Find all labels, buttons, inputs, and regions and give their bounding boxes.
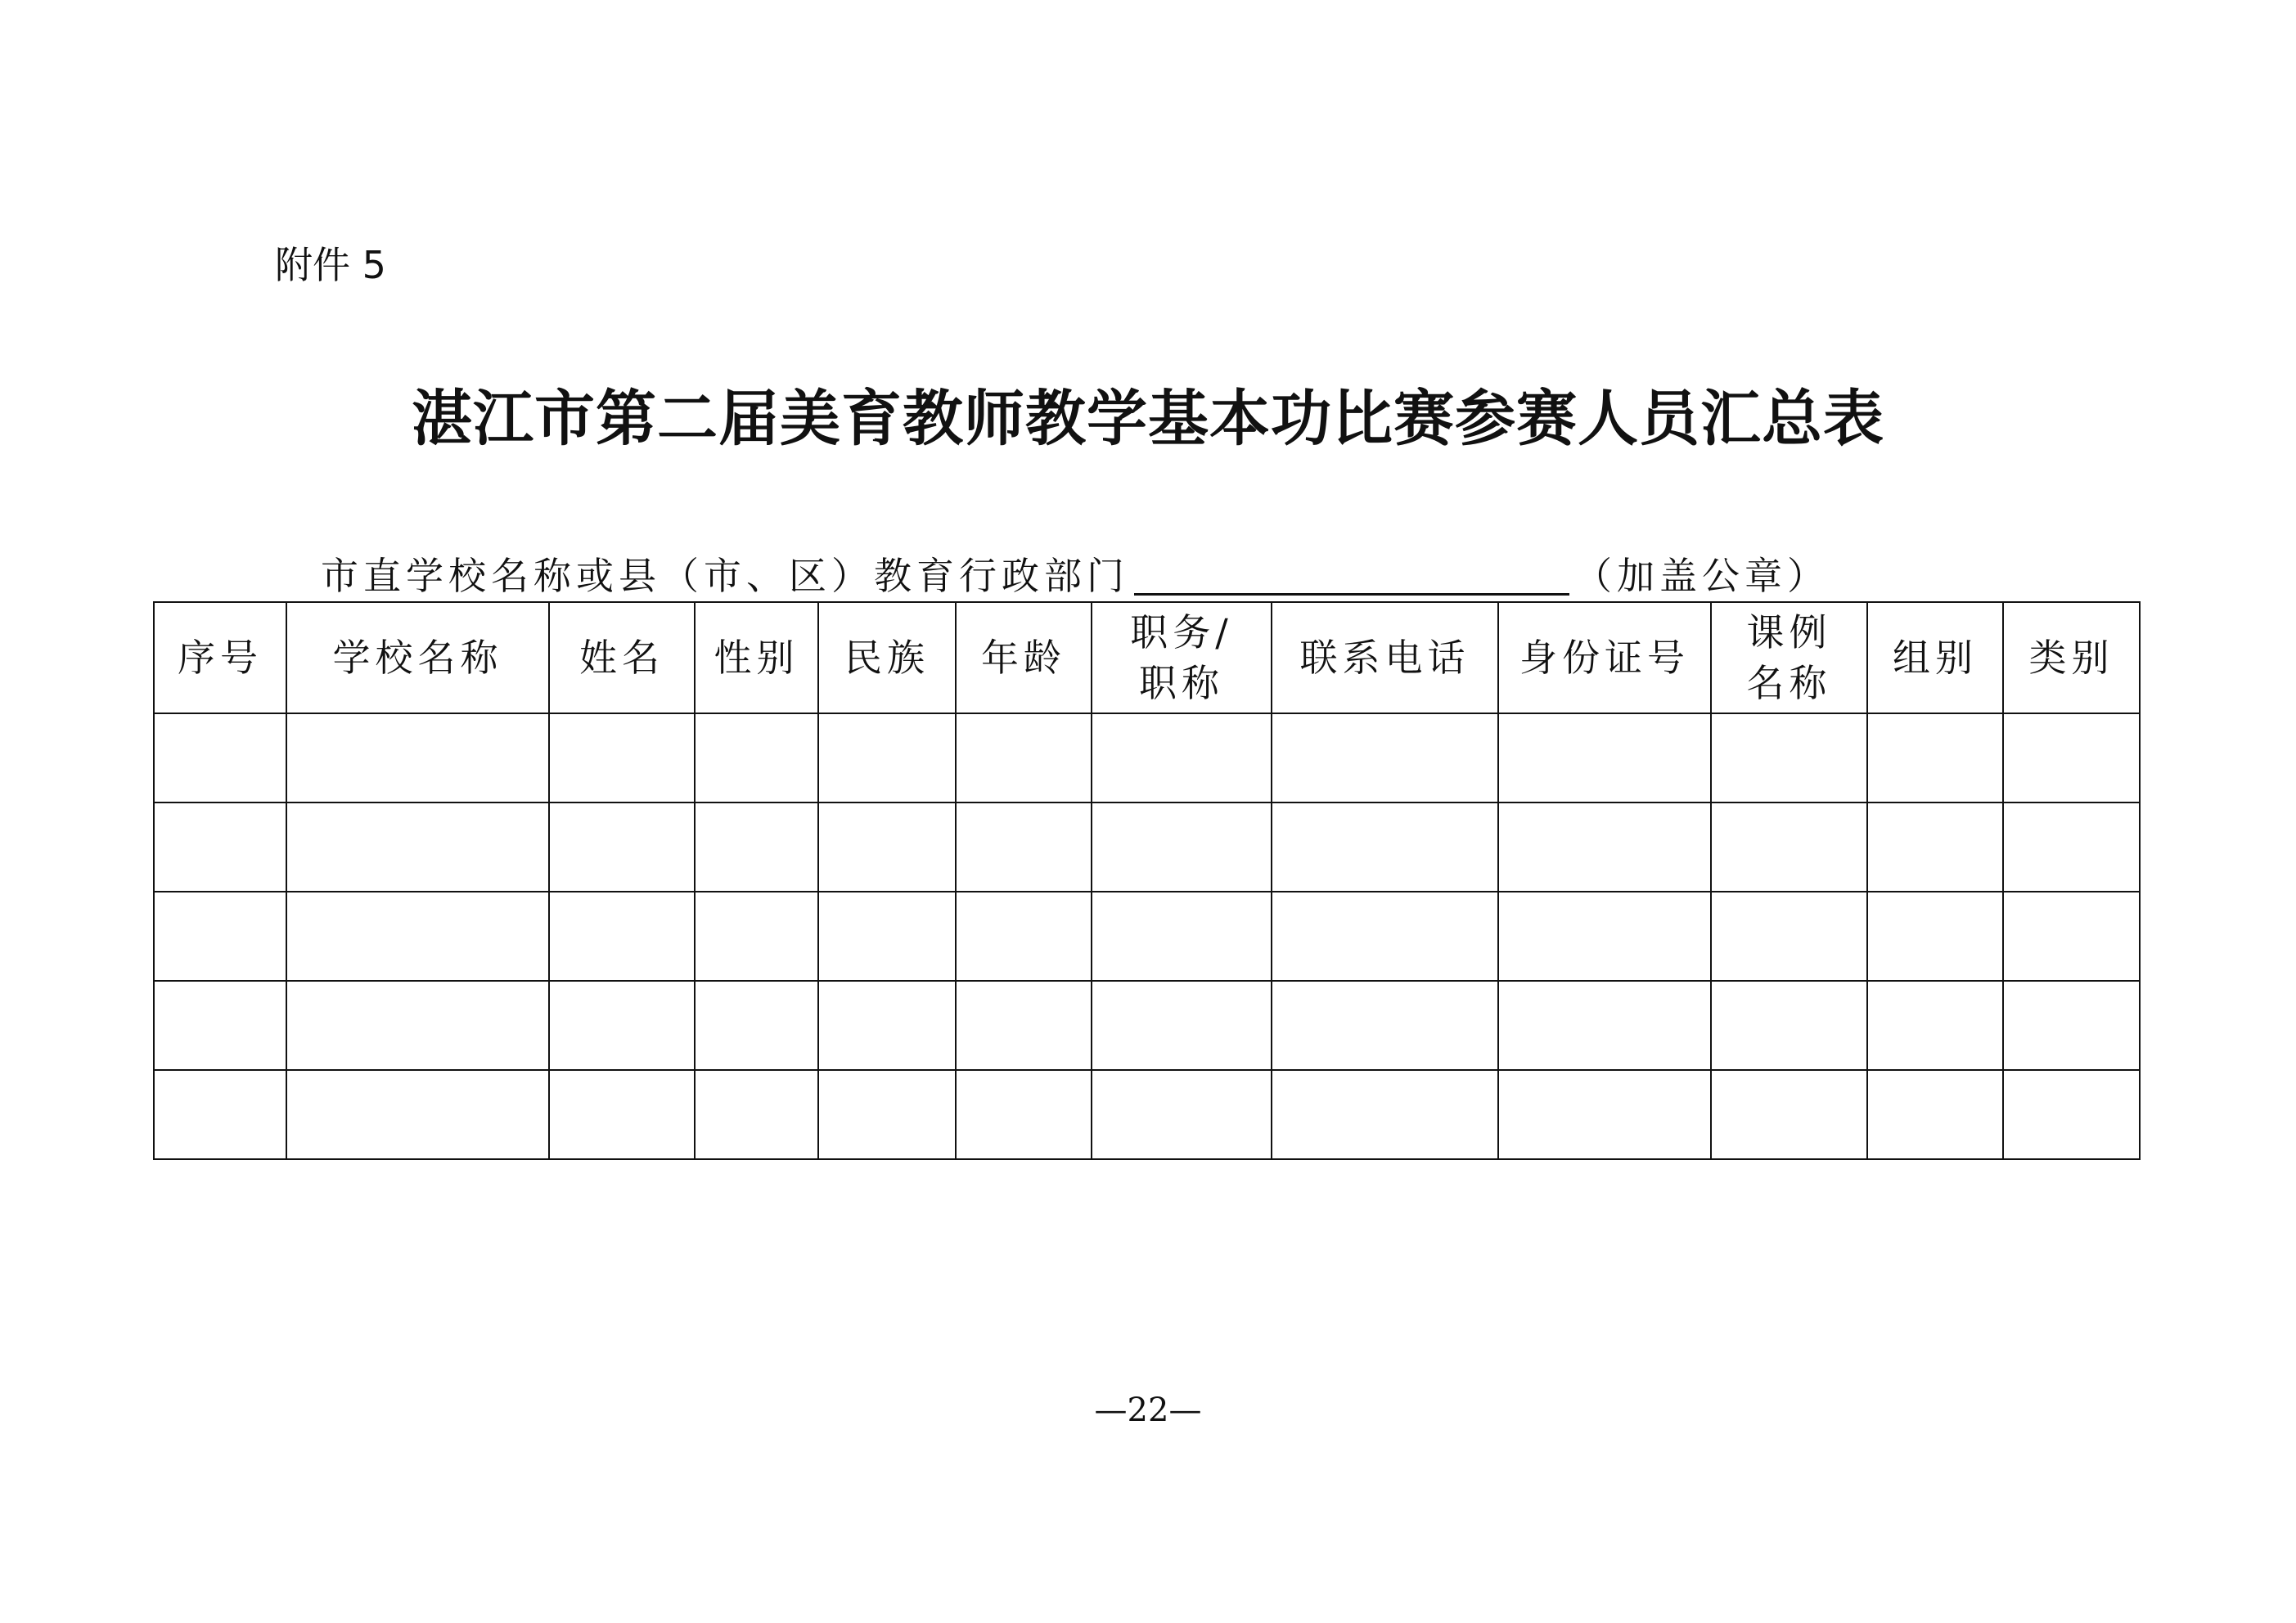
table-cell[interactable]	[956, 981, 1092, 1070]
header-cell	[1498, 602, 1711, 713]
table-cell[interactable]	[154, 1070, 286, 1159]
table-cell[interactable]	[1711, 803, 1867, 892]
table-cell[interactable]	[956, 892, 1092, 981]
table-cell[interactable]	[1498, 981, 1711, 1070]
table-cell[interactable]	[2003, 981, 2140, 1070]
table-cell[interactable]	[1867, 803, 2003, 892]
table-cell[interactable]	[1272, 981, 1498, 1070]
attachment-label: 附件 5	[275, 243, 386, 287]
table-cell[interactable]	[1092, 981, 1272, 1070]
table-cell[interactable]	[818, 892, 956, 981]
header-seq: 序号	[178, 636, 263, 680]
table-cell[interactable]	[695, 892, 818, 981]
table-cell[interactable]	[1272, 803, 1498, 892]
header-cell	[286, 602, 549, 713]
table-cell[interactable]	[818, 803, 956, 892]
table-cell[interactable]	[2003, 713, 2140, 803]
table-cell[interactable]	[1272, 892, 1498, 981]
header-phone: 联系电话	[1299, 636, 1470, 680]
table-cell[interactable]	[1867, 713, 2003, 803]
table-cell[interactable]	[818, 981, 956, 1070]
header-cell	[1272, 602, 1498, 713]
table-cell[interactable]	[1711, 713, 1867, 803]
table-cell[interactable]	[286, 892, 549, 981]
table-cell[interactable]	[286, 713, 549, 803]
header-lesson-name: 课例 名称	[1746, 610, 1832, 705]
table-cell[interactable]	[1711, 1070, 1867, 1159]
table-cell[interactable]	[956, 803, 1092, 892]
table-cell[interactable]	[1272, 1070, 1498, 1159]
table-cell[interactable]	[695, 1070, 818, 1159]
header-category: 类别	[2028, 636, 2114, 680]
table-cell[interactable]	[956, 1070, 1092, 1159]
table-cell[interactable]	[154, 713, 286, 803]
page-title: 湛江市第二届美育教师教学基本功比赛参赛人员汇总表	[412, 384, 1884, 454]
table-cell[interactable]	[1092, 713, 1272, 803]
header-group: 组别	[1893, 636, 1978, 680]
table-row	[154, 1070, 2140, 1159]
table-row	[154, 713, 2140, 803]
table-cell[interactable]	[549, 713, 695, 803]
header-school: 学校名称	[332, 636, 503, 680]
table-cell[interactable]	[549, 981, 695, 1070]
table-cell[interactable]	[695, 981, 818, 1070]
header-position-title: 职务/ 职称	[1130, 610, 1233, 705]
table-cell[interactable]	[2003, 1070, 2140, 1159]
table-cell[interactable]	[286, 981, 549, 1070]
unit-name-blank	[1134, 549, 1569, 596]
unit-line-suffix: （加盖公章）	[1574, 554, 1830, 598]
unit-line	[321, 543, 1830, 600]
table-cell[interactable]	[549, 892, 695, 981]
header-cell	[1092, 602, 1272, 713]
table-cell[interactable]	[1092, 803, 1272, 892]
header-cell	[818, 602, 956, 713]
table-header-row	[154, 602, 2140, 713]
table-cell[interactable]	[956, 713, 1092, 803]
table-cell[interactable]	[818, 713, 956, 803]
table-cell[interactable]	[1272, 713, 1498, 803]
header-name: 姓名	[579, 636, 664, 680]
table-cell[interactable]	[1092, 1070, 1272, 1159]
table-cell[interactable]	[154, 981, 286, 1070]
header-cell	[2003, 602, 2140, 713]
table-row	[154, 892, 2140, 981]
header-cell	[549, 602, 695, 713]
header-age: 年龄	[981, 636, 1066, 680]
header-id-number: 身份证号	[1519, 636, 1690, 680]
table-cell[interactable]	[2003, 803, 2140, 892]
header-cell	[1867, 602, 2003, 713]
table-cell[interactable]	[286, 1070, 549, 1159]
header-gender: 性别	[714, 636, 799, 680]
header-cell	[154, 602, 286, 713]
table-cell[interactable]	[1867, 981, 2003, 1070]
header-cell	[695, 602, 818, 713]
table-cell[interactable]	[2003, 892, 2140, 981]
table-cell[interactable]	[1498, 713, 1711, 803]
unit-line-prefix: 市直学校名称或县（市、区）教育行政部门	[321, 554, 1129, 598]
page-number: —22—	[1094, 1391, 1202, 1429]
header-cell	[956, 602, 1092, 713]
table-cell[interactable]	[818, 1070, 956, 1159]
table-cell[interactable]	[549, 1070, 695, 1159]
table-cell[interactable]	[154, 803, 286, 892]
table-cell[interactable]	[695, 803, 818, 892]
table-cell[interactable]	[1498, 892, 1711, 981]
table-cell[interactable]	[1711, 892, 1867, 981]
table-cell[interactable]	[1498, 803, 1711, 892]
table-row	[154, 981, 2140, 1070]
table-cell[interactable]	[695, 713, 818, 803]
header-cell	[1711, 602, 1867, 713]
table-row	[154, 803, 2140, 892]
table-body	[154, 713, 2140, 1159]
table-cell[interactable]	[1711, 981, 1867, 1070]
table-cell[interactable]	[549, 803, 695, 892]
participant-table	[153, 601, 2141, 1160]
table-cell[interactable]	[1867, 1070, 2003, 1159]
table-cell[interactable]	[1867, 892, 2003, 981]
table-cell[interactable]	[286, 803, 549, 892]
table-cell[interactable]	[1498, 1070, 1711, 1159]
table-cell[interactable]	[1092, 892, 1272, 981]
table-cell[interactable]	[154, 892, 286, 981]
header-ethnicity: 民族	[844, 636, 930, 680]
